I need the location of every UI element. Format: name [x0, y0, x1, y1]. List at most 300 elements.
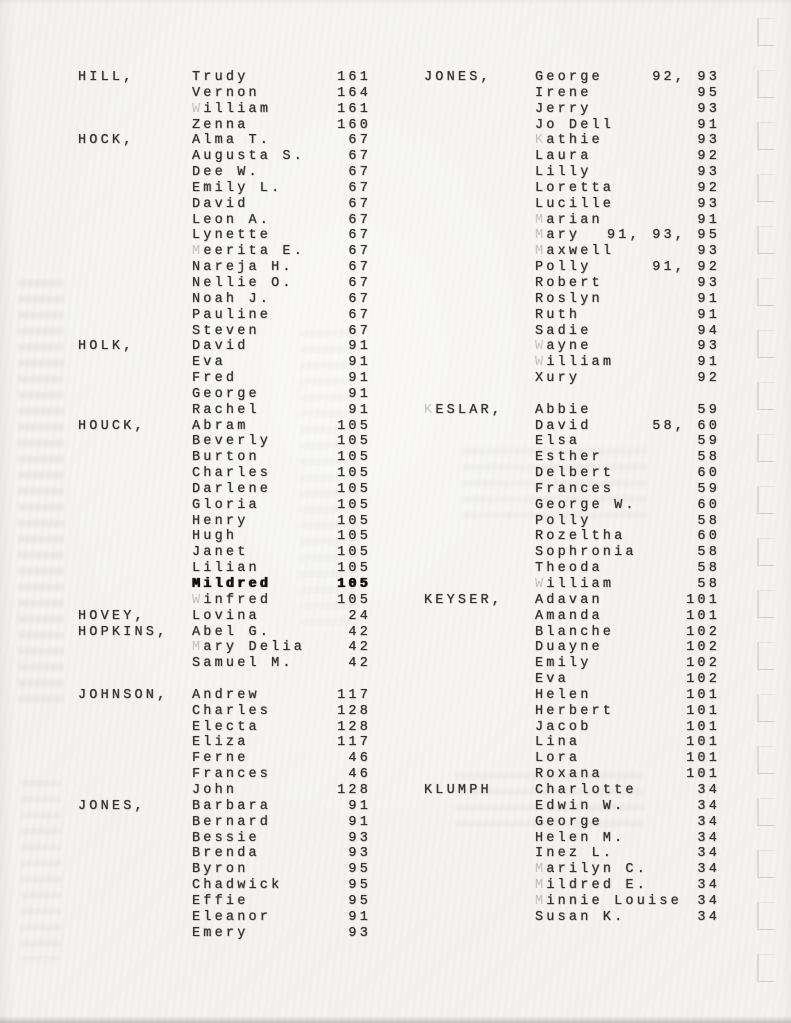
given-name-cell: Frances — [535, 481, 615, 497]
page-number-cell: 91 — [348, 386, 371, 402]
page-number-cell: 34 — [697, 830, 720, 846]
index-row — [78, 70, 371, 86]
index-row — [424, 640, 720, 656]
surname-cell — [78, 846, 192, 862]
page-number-cell: 67 — [348, 260, 371, 276]
index-row — [78, 529, 371, 545]
given-name-cell: William — [535, 355, 615, 371]
index-row — [424, 450, 720, 466]
index-row — [78, 482, 371, 498]
surname-cell — [78, 735, 192, 751]
page-number-cell: 46 — [348, 767, 371, 783]
page-number-cell: 105 — [337, 418, 371, 434]
index-row — [424, 514, 720, 530]
page-number-cell: 34 — [697, 909, 720, 925]
page-number-cell: 91 — [697, 307, 720, 323]
blank-row — [78, 672, 371, 688]
surname-cell — [78, 720, 192, 736]
given-name-cell: Zenna — [192, 117, 249, 133]
surname-cell — [78, 387, 192, 403]
page-number-cell: 67 — [348, 291, 371, 307]
given-name-cell: Delbert — [535, 466, 615, 482]
given-name-cell: Roxana — [535, 767, 603, 783]
given-name-cell: Alma T. — [192, 133, 272, 149]
given-name-cell: Rachel — [192, 402, 260, 418]
given-name-cell: Chadwick — [192, 878, 283, 894]
index-row — [78, 387, 371, 403]
page-number-cell: 95 — [348, 893, 371, 909]
index-row — [424, 482, 720, 498]
surname-cell — [424, 355, 535, 371]
given-name-cell: Helen — [535, 687, 592, 703]
given-name-cell: Robert — [535, 275, 603, 291]
surname-cell — [78, 482, 192, 498]
given-name-cell: Hugh — [192, 529, 238, 545]
page-number-cell: 91 — [348, 402, 371, 418]
index-row — [78, 704, 371, 720]
surname-cell: HILL, — [78, 70, 135, 85]
surname-cell — [424, 815, 535, 831]
binding-mark — [757, 382, 774, 410]
surname-cell — [424, 102, 535, 118]
given-name-cell: Samuel M. — [192, 656, 294, 672]
given-name-cell: Lina — [535, 735, 581, 751]
given-name-cell: Henry — [192, 513, 249, 529]
given-name-cell: Bernard — [192, 814, 272, 830]
given-name-cell: Burton — [192, 450, 260, 466]
index-row — [78, 846, 371, 862]
given-name-cell: George W. — [535, 497, 637, 513]
page-number-cell: 60 — [697, 529, 720, 545]
page-number-cell: 92, 93 — [652, 70, 720, 85]
given-name-cell: Emily L. — [192, 180, 283, 196]
given-name-cell: Inez L. — [535, 846, 615, 862]
given-name-cell: Esther — [535, 450, 603, 466]
surname-cell — [78, 86, 192, 102]
page-number-cell: 67 — [348, 196, 371, 212]
surname-cell — [424, 308, 535, 324]
index-row — [424, 862, 720, 878]
given-name-cell: Lilian — [192, 561, 260, 577]
bleedthrough-smudge — [18, 280, 64, 710]
surname-cell — [424, 672, 535, 688]
surname-cell — [78, 165, 192, 181]
surname-cell — [78, 862, 192, 878]
given-name-cell: Brenda — [192, 846, 260, 862]
index-row — [424, 308, 720, 324]
index-row — [78, 434, 371, 450]
page-number-cell: 128 — [337, 782, 371, 798]
index-row — [78, 228, 371, 244]
surname-cell — [424, 799, 535, 815]
page-number-cell: 58 — [697, 450, 720, 466]
index-row — [424, 324, 720, 340]
page-number-cell: 24 — [348, 608, 371, 624]
index-row — [424, 102, 720, 118]
surname-cell — [424, 767, 535, 783]
given-name-cell: Electa — [192, 719, 260, 735]
page-number-cell: 67 — [348, 228, 371, 244]
index-row — [424, 656, 720, 672]
index-row — [424, 831, 720, 847]
surname-cell — [78, 228, 192, 244]
given-name-cell: Effie — [192, 893, 249, 909]
page-number-cell: 93 — [697, 165, 720, 181]
page-number-cell: 93 — [697, 196, 720, 212]
index-row — [78, 577, 371, 593]
given-name-cell: Sophronia — [535, 545, 637, 561]
surname-cell — [424, 419, 535, 435]
index-row — [78, 751, 371, 767]
surname-cell — [78, 498, 192, 514]
index-row — [424, 767, 720, 783]
given-name-cell: Noah J. — [192, 291, 272, 307]
index-row — [424, 846, 720, 862]
index-row — [424, 735, 720, 751]
index-row — [424, 529, 720, 545]
given-name-cell: Ferne — [192, 751, 249, 767]
given-name-cell: Meerita E. — [192, 244, 306, 260]
page-number-cell: 46 — [348, 751, 371, 767]
surname-cell — [78, 894, 192, 910]
surname-cell — [78, 181, 192, 197]
surname-cell — [78, 767, 192, 783]
surname-cell — [78, 403, 192, 419]
given-name-cell: Eva — [192, 355, 226, 371]
surname-cell — [424, 656, 535, 672]
page-number-cell: 67 — [348, 180, 371, 196]
given-name-cell: Winfred — [192, 592, 272, 608]
page-number-cell: 128 — [337, 703, 371, 719]
page-number-cell: 91, 92 — [652, 260, 720, 276]
page-number-cell: 67 — [348, 133, 371, 149]
surname-cell — [424, 831, 535, 847]
index-row — [424, 197, 720, 213]
given-name-cell: Dee W. — [192, 165, 260, 181]
page-number-cell: 105 — [337, 529, 371, 545]
given-name-cell: Lynette — [192, 228, 272, 244]
surname-cell — [424, 482, 535, 498]
page-number-cell: 102 — [686, 640, 720, 656]
surname-cell — [424, 213, 535, 229]
surname-cell — [424, 276, 535, 292]
page-number-cell: 34 — [697, 846, 720, 862]
page-number-cell: 34 — [697, 878, 720, 894]
index-row — [424, 704, 720, 720]
index-row — [424, 434, 720, 450]
binding-mark — [757, 954, 774, 982]
surname-cell — [424, 466, 535, 482]
index-row — [78, 86, 371, 102]
surname-cell — [424, 720, 535, 736]
surname-cell — [424, 86, 535, 102]
given-name-cell: Janet — [192, 545, 249, 561]
given-name-cell: Herbert — [535, 703, 615, 719]
index-row — [78, 735, 371, 751]
given-name-cell: Susan K. — [535, 909, 626, 925]
page-number-cell: 102 — [686, 672, 720, 688]
page-number-cell: 67 — [348, 149, 371, 165]
page-number-cell: 58 — [697, 561, 720, 577]
surname-cell — [424, 751, 535, 767]
page-number-cell: 105 — [337, 481, 371, 497]
index-row — [424, 910, 720, 926]
given-name-cell: Lilly — [535, 165, 592, 181]
surname-cell: KLUMPH — [424, 782, 492, 798]
binding-mark — [757, 18, 774, 46]
page-number-cell: 91 — [348, 371, 371, 387]
given-name-cell: Byron — [192, 862, 249, 878]
page-number-cell: 94 — [697, 323, 720, 339]
index-row — [78, 831, 371, 847]
given-name-cell: Duayne — [535, 640, 603, 656]
surname-cell — [78, 783, 192, 799]
given-name-cell: Barbara — [192, 798, 272, 814]
page-number-cell: 101 — [686, 703, 720, 719]
surname-cell — [78, 213, 192, 229]
index-row — [424, 149, 720, 165]
given-name-cell: Sadie — [535, 323, 592, 339]
surname-cell — [424, 878, 535, 894]
given-name-cell: Nareja H. — [192, 260, 294, 276]
given-name-cell: David — [192, 196, 249, 212]
given-name-cell: Fred — [192, 371, 238, 387]
surname-cell — [424, 846, 535, 862]
given-name-cell: Beverly — [192, 434, 272, 450]
index-row — [424, 561, 720, 577]
page-number-cell: 42 — [348, 656, 371, 672]
surname-cell — [78, 371, 192, 387]
binding-mark — [757, 850, 774, 878]
page-number-cell: 59 — [697, 434, 720, 450]
index-row — [78, 593, 371, 609]
given-name-cell: William — [535, 577, 615, 592]
index-row — [78, 371, 371, 387]
given-name-cell: Mary — [535, 228, 581, 244]
index-row — [78, 181, 371, 197]
given-name-cell: Minnie Louise — [535, 893, 682, 909]
page-number-cell: 101 — [686, 592, 720, 608]
surname-cell — [78, 656, 192, 672]
given-name-cell: Marilyn C. — [535, 862, 649, 878]
given-name-cell: Polly — [535, 513, 592, 529]
page-number-cell: 91 — [697, 355, 720, 371]
given-name-cell: Charlotte — [535, 782, 637, 798]
index-row — [78, 292, 371, 308]
index-row — [78, 165, 371, 181]
surname-cell — [424, 149, 535, 165]
index-row — [424, 403, 720, 419]
given-name-cell: Abram — [192, 418, 249, 434]
binding-mark — [757, 538, 774, 566]
given-name-cell: David — [192, 339, 249, 355]
given-name-cell: Wayne — [535, 339, 592, 355]
surname-cell: HOCK, — [78, 133, 135, 149]
surname-cell — [78, 640, 192, 656]
index-row — [424, 545, 720, 561]
index-row — [424, 371, 720, 387]
given-name-cell: Emily — [535, 656, 592, 672]
given-name-cell: Ruth — [535, 307, 581, 323]
binding-mark — [757, 486, 774, 514]
surname-cell — [78, 815, 192, 831]
index-row — [424, 498, 720, 514]
surname-cell — [424, 339, 535, 355]
binding-mark — [757, 174, 774, 202]
surname-cell — [424, 324, 535, 340]
page-number-cell: 67 — [348, 307, 371, 323]
index-row — [78, 545, 371, 561]
given-name-cell: Darlene — [192, 481, 272, 497]
given-name-cell: George — [192, 386, 260, 402]
index-row — [78, 324, 371, 340]
index-row — [78, 783, 371, 799]
surname-cell — [424, 434, 535, 450]
page-number-cell: 60 — [697, 497, 720, 513]
surname-cell: HOLK, — [78, 339, 135, 355]
index-row — [78, 260, 371, 276]
surname-cell — [424, 244, 535, 260]
surname-cell — [78, 910, 192, 926]
surname-cell — [424, 688, 535, 704]
index-row — [424, 751, 720, 767]
index-column-left — [78, 70, 371, 941]
page-number-cell: 67 — [348, 212, 371, 228]
index-row — [78, 276, 371, 292]
index-row — [78, 862, 371, 878]
given-name-cell: Amanda — [535, 608, 603, 624]
index-row — [78, 466, 371, 482]
page-number-cell: 93 — [697, 133, 720, 149]
index-row — [78, 244, 371, 260]
page-number-cell: 101 — [686, 608, 720, 624]
index-row — [424, 466, 720, 482]
given-name-cell: Charles — [192, 703, 272, 719]
index-row — [78, 213, 371, 229]
page-number-cell: 95 — [348, 862, 371, 878]
page-number-cell: 34 — [697, 893, 720, 909]
surname-cell — [78, 434, 192, 450]
page-number-cell: 105 — [337, 434, 371, 450]
blank-row — [424, 387, 720, 403]
index-row — [78, 910, 371, 926]
index-row — [424, 577, 720, 593]
index-row — [78, 625, 371, 641]
page-number-cell: 101 — [686, 687, 720, 703]
index-row — [424, 70, 720, 86]
surname-cell — [78, 276, 192, 292]
given-name-cell: Loretta — [535, 180, 615, 196]
index-row — [424, 672, 720, 688]
surname-cell — [78, 561, 192, 577]
index-row — [424, 799, 720, 815]
page-number-cell: 93 — [348, 925, 371, 941]
index-row — [424, 213, 720, 229]
surname-cell: HOPKINS, — [78, 624, 169, 640]
given-name-cell: Adavan — [535, 592, 603, 608]
index-row — [424, 609, 720, 625]
page-number-cell: 67 — [348, 165, 371, 181]
binding-mark — [757, 226, 774, 254]
binding-mark — [757, 590, 774, 618]
surname-cell — [424, 862, 535, 878]
index-row — [78, 450, 371, 466]
index-row — [78, 355, 371, 371]
surname-cell: HOUCK, — [78, 418, 146, 434]
given-name-cell: Marian — [535, 212, 603, 228]
index-row — [78, 656, 371, 672]
surname-cell — [424, 609, 535, 625]
given-name-cell: Lovina — [192, 608, 260, 624]
page-number-cell: 58 — [697, 545, 720, 561]
given-name-cell: Nellie O. — [192, 275, 294, 291]
page-number-cell: 92 — [697, 371, 720, 387]
page-number-cell: 92 — [697, 180, 720, 196]
surname-cell — [424, 640, 535, 656]
page-number-cell: 102 — [686, 624, 720, 640]
page-number-cell: 105 — [337, 466, 371, 482]
surname-cell — [78, 292, 192, 308]
binding-mark — [757, 122, 774, 150]
paper-top-edge-shadow — [0, 0, 791, 5]
page-number-cell: 58 — [697, 577, 720, 592]
surname-cell — [78, 577, 192, 593]
surname-cell — [78, 926, 192, 942]
surname-cell — [424, 118, 535, 134]
surname-cell — [78, 118, 192, 134]
page-number-cell: 91 — [348, 909, 371, 925]
given-name-cell: Edwin W. — [535, 798, 626, 814]
index-row — [424, 593, 720, 609]
surname-cell — [424, 371, 535, 387]
index-column-right — [424, 70, 720, 926]
index-row — [78, 609, 371, 625]
index-row — [424, 165, 720, 181]
surname-cell — [78, 831, 192, 847]
index-row — [78, 926, 371, 942]
index-row — [78, 102, 371, 118]
index-row — [424, 339, 720, 355]
index-row — [424, 878, 720, 894]
given-name-cell: Blanche — [535, 624, 615, 640]
surname-cell — [78, 545, 192, 561]
given-name-cell: Lora — [535, 751, 581, 767]
index-row — [78, 561, 371, 577]
page-number-cell: 105 — [337, 450, 371, 466]
given-name-cell: Maxwell — [535, 244, 615, 260]
index-row — [78, 799, 371, 815]
surname-cell — [424, 260, 535, 276]
surname-cell — [424, 910, 535, 926]
given-name-cell: Eliza — [192, 735, 249, 751]
index-row — [424, 419, 720, 435]
surname-cell — [424, 133, 535, 149]
surname-cell — [78, 308, 192, 324]
given-name-cell: Jo Dell — [535, 117, 615, 133]
given-name-cell: Bessie — [192, 830, 260, 846]
index-row — [424, 260, 720, 276]
page-number-cell: 93 — [348, 830, 371, 846]
index-row — [78, 878, 371, 894]
surname-cell — [78, 450, 192, 466]
page-number-cell: 105 — [337, 545, 371, 561]
surname-cell — [424, 450, 535, 466]
given-name-cell: George — [535, 70, 603, 85]
page-number-cell: 92 — [697, 149, 720, 165]
page-number-cell: 101 — [686, 735, 720, 751]
given-name-cell: Trudy — [192, 70, 249, 85]
given-name-cell: Xury — [535, 371, 581, 387]
